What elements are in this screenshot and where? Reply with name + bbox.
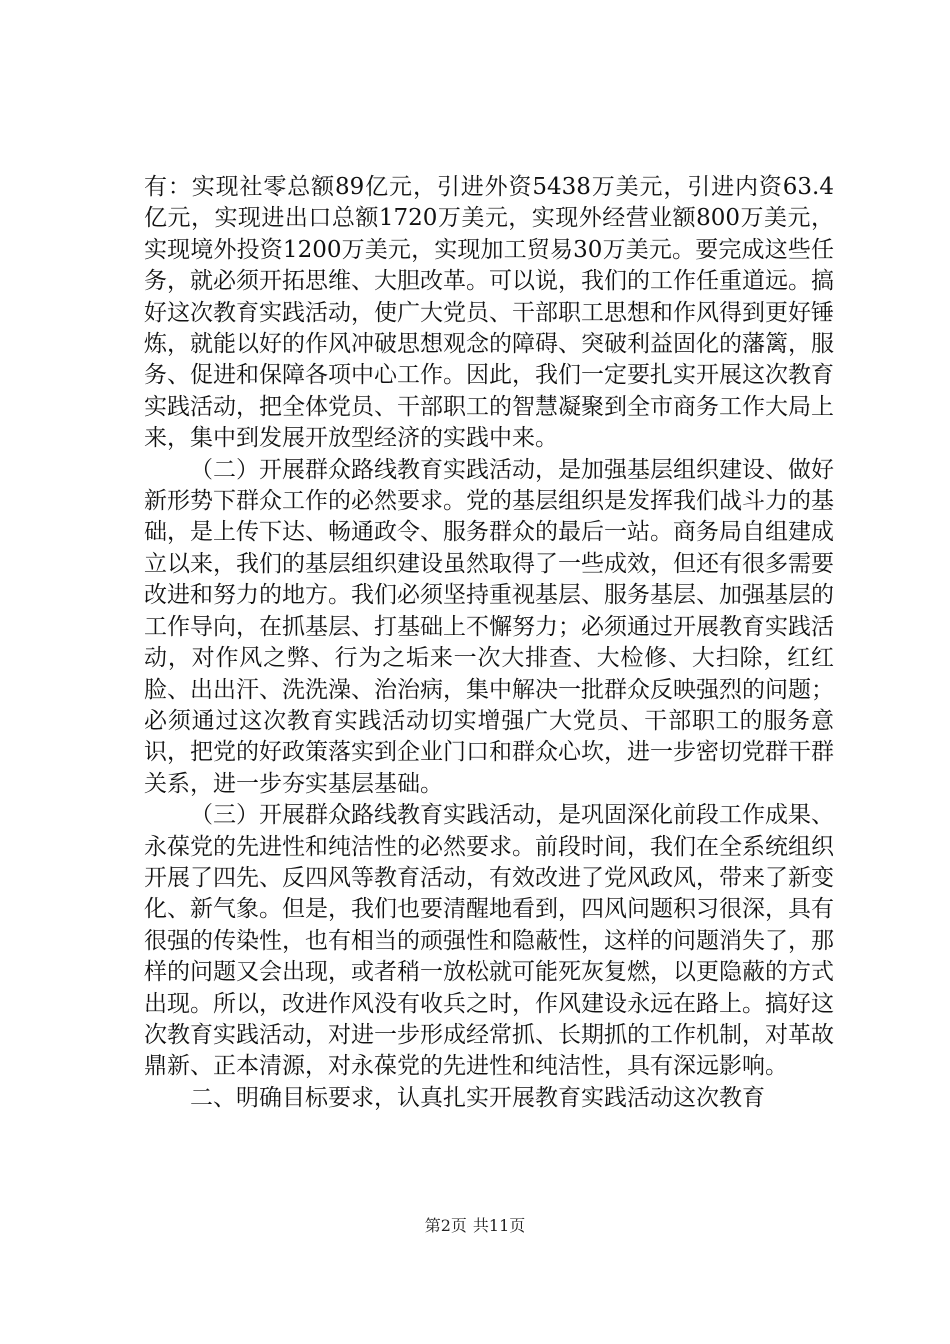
paragraph-heading-two: 二、明确目标要求，认真扎实开展教育实践活动这次教育	[190, 1084, 765, 1111]
page-total: 共11页	[472, 1216, 526, 1235]
paragraph-section-three: （三）开展群众路线教育实践活动，是巩固深化前段工作成果、永葆党的先进性和纯洁性的必然要求。前段时间，我们在全系统组织开展了四先、反四风等教育活动，有效改进了党风政风，带来了新变化、新气象。但是，我们也要清醒地看到，四风问题积习很深，具有很强的传染性，也有相当的顽强性和隐蔽性，这样的问题消失了，那样的问题又会出现，或者稍一放松就可能死灰复燃，以更隐蔽的方式出现。所以，改进作风没有收兵之时，作风建设永远在路上。搞好这次教育实践活动，对进一步形成经常抓、长期抓的工作机制，对革故鼎新、正本清源，对永葆党的先进性和纯洁性，具有深远影响。	[144, 802, 834, 1080]
paragraph-section-two: （二）开展群众路线教育实践活动，是加强基层组织建设、做好新形势下群众工作的必然要求。党的基层组织是发挥我们战斗力的基础，是上传下达、畅通政令、服务群众的最后一站。商务局自组建成立以来，我们的基层组织建设虽然取得了一些成效，但还有很多需要改进和努力的地方。我们必须坚持重视基层、服务基层、加强基层的工作导向，在抓基层、打基础上不懈努力；必须通过开展教育实践活动，对作风之弊、行为之垢来一次大排查、大检修、大扫除，红红脸、出出汗、洗洗澡、治治病，集中解决一批群众反映强烈的问题；必须通过这次教育实践活动切实增强广大党员、干部职工的服务意识，把党的好政策落实到企业门口和群众心坎，进一步密切党群干群关系，进一步夯实基层基础。	[144, 456, 834, 797]
page-footer	[0, 1213, 950, 1236]
page-number: 第2页	[424, 1216, 467, 1235]
paragraph-continued: 有：实现社零总额89亿元，引进外资5438万美元，引进内资63.4亿元，实现进出口总额1720万美元，实现外经营业额800万美元，实现境外投资1200万美元，实现加工贸易30万美元。要完成这些任务，就必须开拓思维、大胆改革。可以说，我们的工作任重道远。搞好这次教育实践活动，使广大党员、干部职工思想和作风得到更好锤炼，就能以好的作风冲破思想观念的障碍、突破利益固化的藩篱，服务、促进和保障各项中心工作。因此，我们一定要扎实开展这次教育实践活动，把全体党员、干部职工的智慧凝聚到全市商务工作大局上来，集中到发展开放型经济的实践中来。	[144, 174, 834, 452]
document-body	[144, 172, 834, 1114]
